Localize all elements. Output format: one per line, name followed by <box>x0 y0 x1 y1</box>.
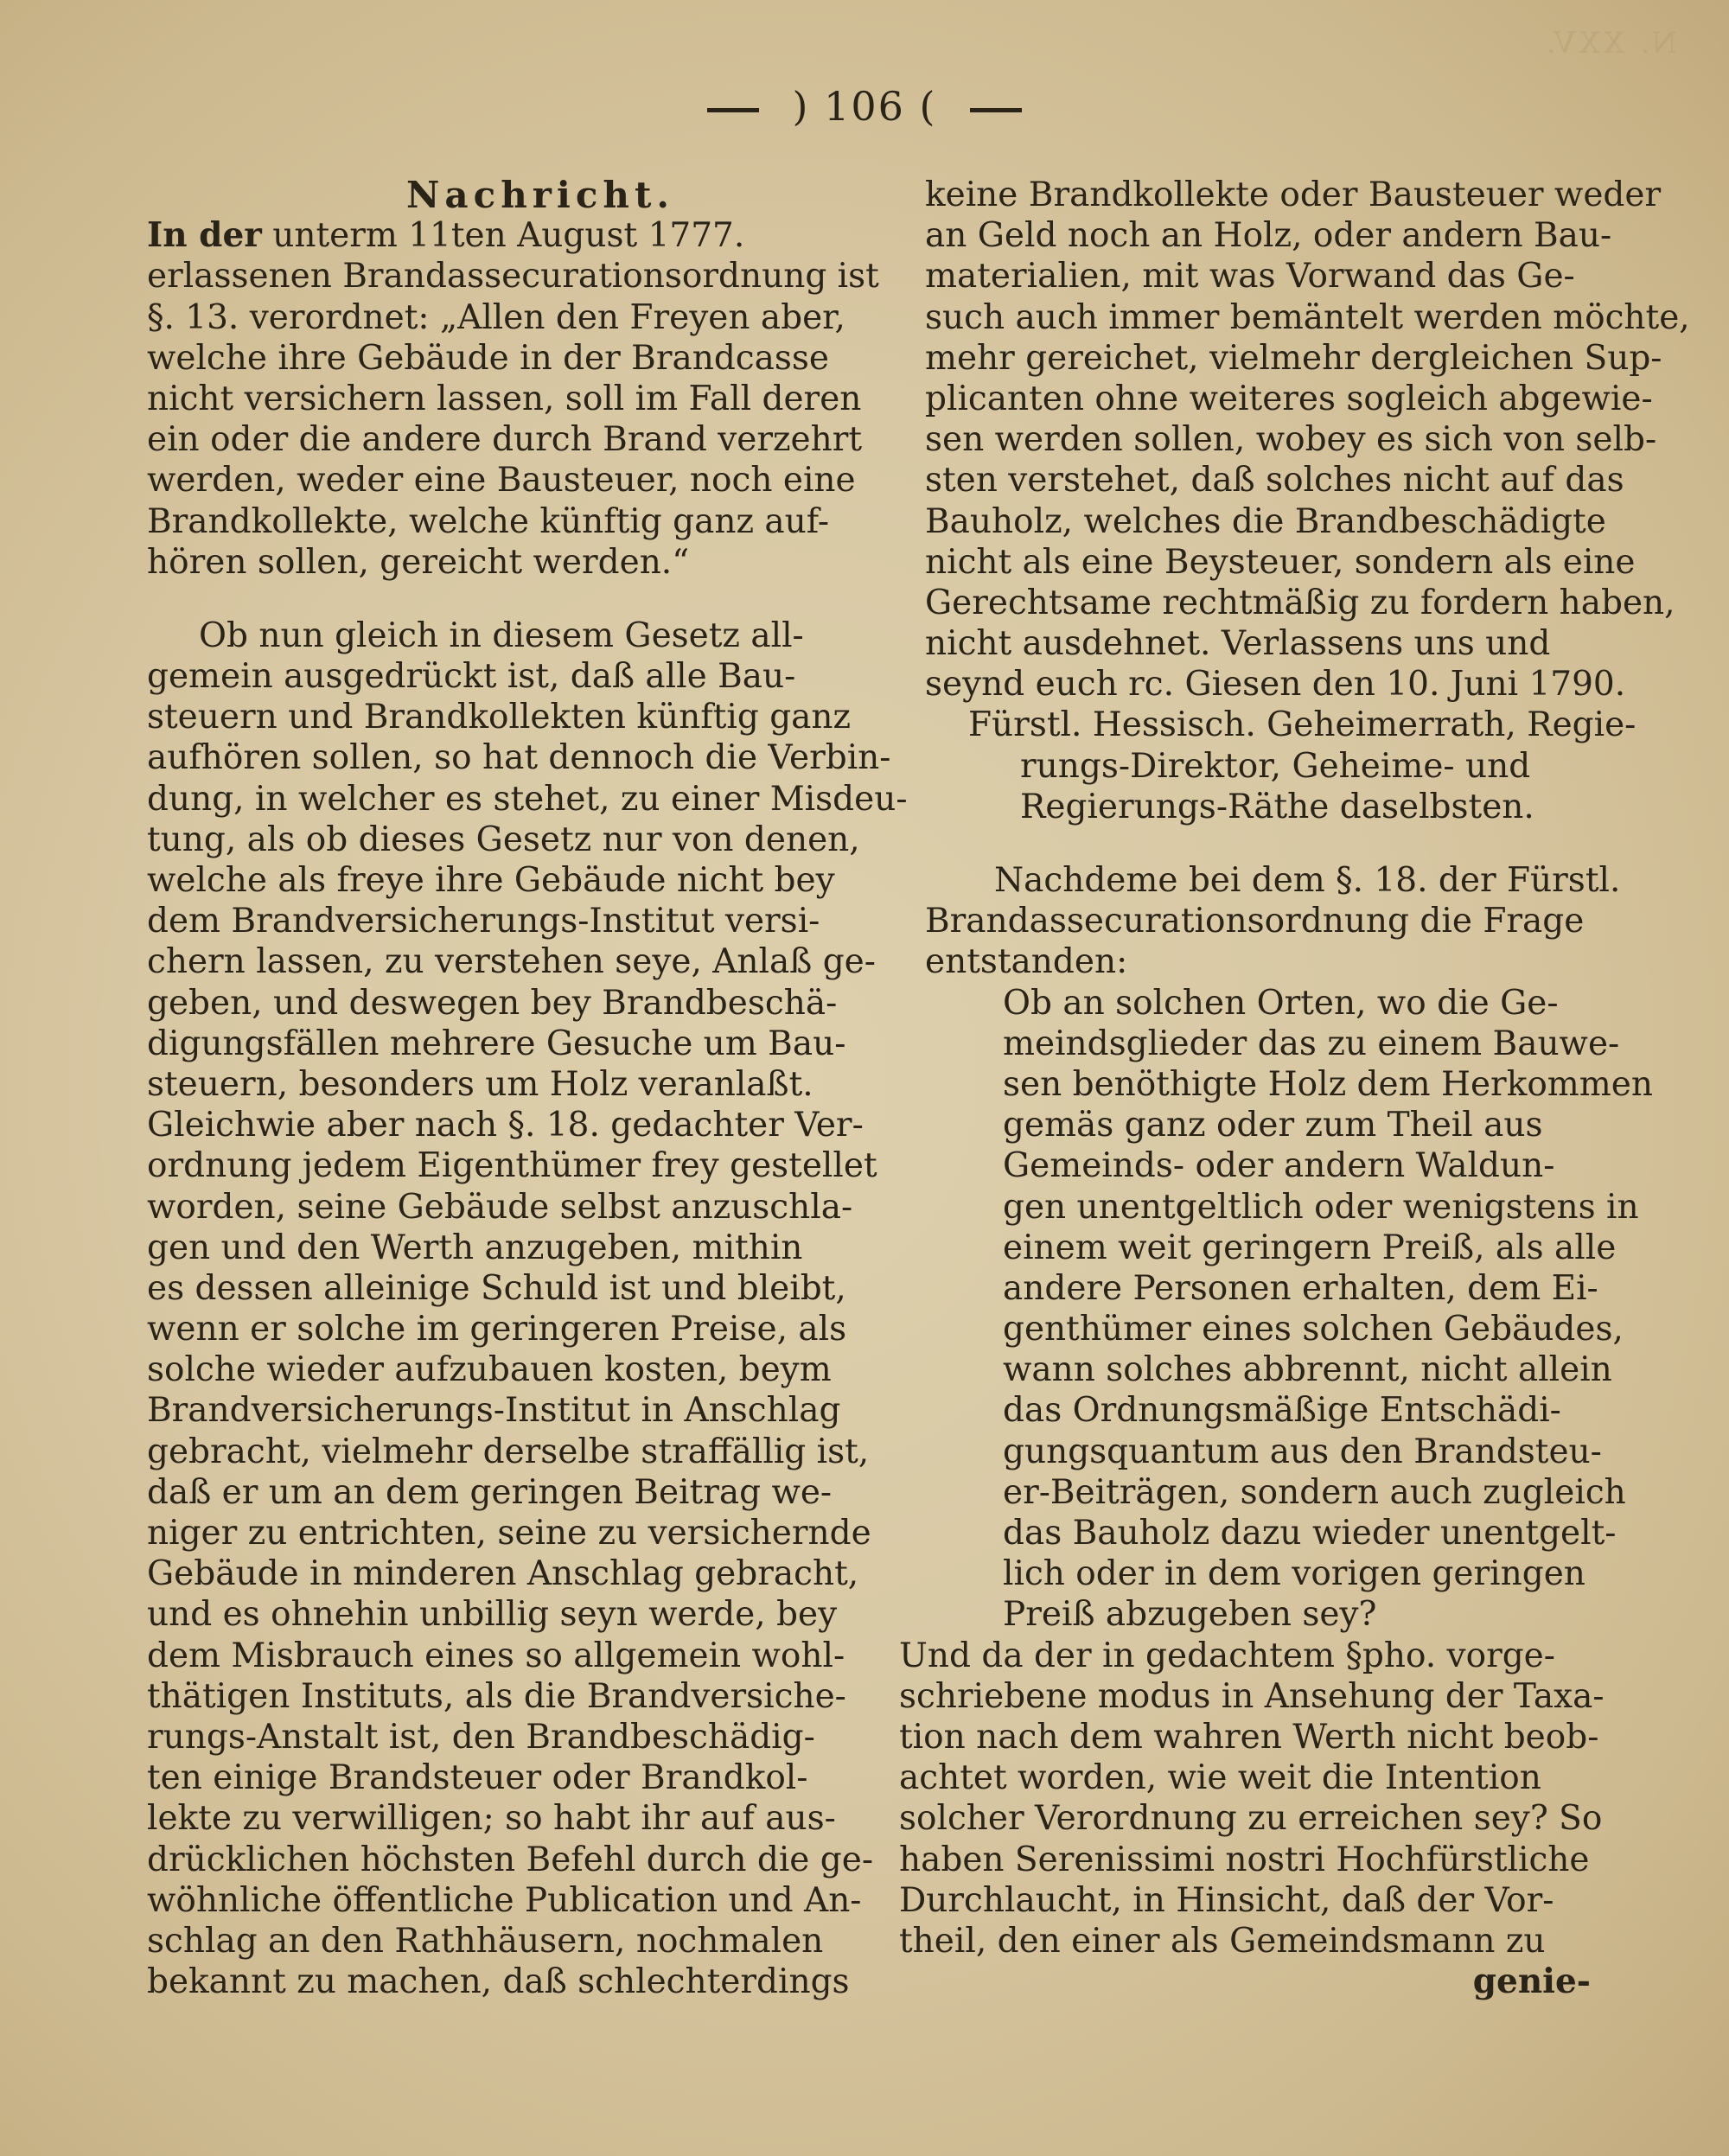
right-paragraph-3 <box>899 1636 1643 2003</box>
text-line: haben Serenissimi nostri Hochfürstliche <box>899 1840 1590 1879</box>
text-line: worden, seine Gebäude selbst anzuschla- <box>147 1187 853 1227</box>
text-line: rungs-Anstalt ist, den Brandbeschädig- <box>147 1717 815 1757</box>
text-line: geben, und deswegen bey Brandbeschä- <box>147 983 838 1023</box>
text-line: das Bauholz dazu wieder unentgelt- <box>1003 1514 1617 1553</box>
paragraph-lead: In der <box>147 215 262 256</box>
text-line: ein oder die andere durch Brand verzehrt <box>147 420 863 460</box>
text-line: tung, als ob dieses Gesetz nur von denen, <box>147 820 860 859</box>
text-line: mehr gereichet, vielmehr dergleichen Sup- <box>925 338 1662 378</box>
text-line: dem Brandversicherungs-Institut versi- <box>147 902 820 941</box>
text-line: erlassenen Brandassecurationsordnung ist <box>147 257 879 297</box>
text-line: drücklichen höchsten Befehl durch die ge- <box>147 1840 874 1879</box>
text-line: gungsquantum aus den Brandsteu- <box>1003 1432 1602 1471</box>
text-line: plicanten ohne weiteres sogleich abgewie- <box>925 379 1653 418</box>
signature-block <box>925 705 1643 827</box>
left-paragraph-1 <box>147 215 899 583</box>
text-line: sen werden sollen, wobey es sich von selb- <box>925 420 1657 460</box>
text-line: solcher Verordnung zu erreichen sey? So <box>899 1799 1603 1839</box>
text-line: hören sollen, gereicht werden.“ <box>147 542 690 582</box>
text-line: Brandversicherungs-Institut in Anschlag <box>147 1391 841 1431</box>
text-line: sen benöthigte Holz dem Herkommen <box>1003 1064 1653 1104</box>
text-line: schriebene modus in Ansehung der Taxa- <box>899 1676 1605 1716</box>
header-rule-left <box>707 108 759 112</box>
text-line: werden, weder eine Bausteuer, noch eine <box>147 461 856 501</box>
text-line: wann solches abbrennt, nicht allein <box>1003 1350 1612 1390</box>
page-number: ) 106 ( <box>792 83 937 130</box>
text-line: Bauholz, welches die Brandbeschädigte <box>925 501 1606 541</box>
text-line: solche wieder aufzubauen kosten, beym <box>147 1350 832 1390</box>
text-line: Preiß abzugeben sey? <box>1003 1595 1377 1635</box>
text-line: keine Brandkollekte oder Bausteuer weder <box>925 175 1662 214</box>
bleed-through-text: N. XXV. <box>1542 26 1677 61</box>
text-line: Durchlaucht, in Hinsicht, daß der Vor- <box>899 1880 1554 1920</box>
text-line: wöhnliche öffentliche Publication und An- <box>147 1880 862 1920</box>
text-line <box>147 215 899 256</box>
text-line: an Geld noch an Holz, oder andern Bau- <box>925 216 1612 256</box>
text-line: Nachdeme bei dem §. 18. der Fürstl. <box>994 861 1621 900</box>
text-line: meindsglieder das zu einem Bauwe- <box>1003 1024 1620 1063</box>
text-line: das Ordnungsmäßige Entschädi- <box>1003 1391 1561 1431</box>
text-line: digungsfällen mehrere Gesuche um Bau- <box>147 1024 846 1063</box>
signature-line: rungs-Direktor, Geheime- und <box>1020 746 1531 786</box>
text-line: ten einige Brandsteuer oder Brandkol- <box>147 1758 808 1798</box>
left-column <box>147 174 908 2002</box>
signature-line: Regierungs-Räthe daselbsten. <box>1020 787 1534 826</box>
text-line: bekannt zu machen, daß schlechterdings <box>147 1962 850 2002</box>
text-line: wenn er solche im geringeren Preise, als <box>147 1310 847 1349</box>
text-line: seynd euch rc. Giesen den 10. Juni 1790. <box>925 665 1626 705</box>
text-line: Und da der in gedachtem §pho. vorge- <box>899 1636 1555 1675</box>
text-line: Brandkollekte, welche künftig ganz auf- <box>147 501 830 541</box>
text-line: entstanden: <box>925 942 1128 982</box>
text-line: materialien, mit was Vorwand das Ge- <box>925 257 1575 297</box>
text-line: gen und den Werth anzugeben, mithin <box>147 1228 803 1267</box>
text-line: chern lassen, zu verstehen seye, Anlaß ge- <box>147 942 876 982</box>
text-line: achtet worden, wie weit die Intention <box>899 1758 1541 1798</box>
text-line: gemäs ganz oder zum Theil aus <box>1003 1106 1543 1145</box>
text-line: niger zu entrichten, seine zu versichernde <box>147 1514 871 1553</box>
text-line: gebracht, vielmehr derselbe straffällig ist, <box>147 1432 870 1471</box>
text-line: theil, den einer als Gemeindsmann zu <box>899 1921 1546 1961</box>
text-line: lekte zu verwilligen; so habt ihr auf aus- <box>147 1799 836 1839</box>
right-paragraph-1 <box>925 175 1690 705</box>
text-line: such auch immer bemäntelt werden möchte, <box>925 297 1690 337</box>
text-line: genthümer eines solchen Gebäudes, <box>1003 1310 1624 1349</box>
text-line: es dessen alleinige Schuld ist und bleibt, <box>147 1268 846 1308</box>
text-line: Gerechtsame rechtmäßig zu fordern haben, <box>925 583 1675 622</box>
text-line: steuern, besonders um Holz veranlaßt. <box>147 1064 813 1104</box>
question-block <box>1003 983 1653 1636</box>
text-line: nicht als eine Beysteuer, sondern als eine <box>925 542 1636 582</box>
text-line: tion nach dem wahren Werth nicht beob- <box>899 1717 1599 1757</box>
text-line: gemein ausgedrückt ist, daß alle Bau- <box>147 657 796 697</box>
text-line: dem Misbrauch eines so allgemein wohl- <box>147 1636 845 1675</box>
text-line: schlag an den Rathhäusern, nochmalen <box>147 1921 824 1961</box>
text-line: welche ihre Gebäude in der Brandcasse <box>147 338 830 378</box>
text-line: thätigen Instituts, als die Brandversiche- <box>147 1676 846 1716</box>
header-rule-right <box>970 108 1022 112</box>
text-line: daß er um an dem geringen Beitrag we- <box>147 1472 833 1512</box>
text-line: aufhören sollen, so hat dennoch die Verbin- <box>147 738 891 778</box>
signature-line: Fürstl. Hessisch. Geheimerrath, Regie- <box>968 705 1636 745</box>
text-line: dung, in welcher es stehet, zu einer Misdeu- <box>147 779 908 819</box>
page-header <box>0 83 1729 130</box>
text-line: Gebäude in minderen Anschlag gebracht, <box>147 1554 859 1594</box>
text-line: nicht ausdehnet. Verlassens uns und <box>925 624 1551 664</box>
paragraph-gap <box>147 583 899 616</box>
text-line: welche als freye ihre Gebäude nicht bey <box>147 861 835 900</box>
text-line: lich oder in dem vorigen geringen <box>1003 1554 1585 1594</box>
text-line: nicht versichern lassen, soll im Fall deren <box>147 379 862 418</box>
text-line: gen unentgeltlich oder wenigstens in <box>1003 1187 1639 1227</box>
text-line-content: unterm 11ten August 1777. <box>272 216 745 256</box>
text-line: Gleichwie aber nach §. 18. gedachter Ver- <box>147 1106 864 1145</box>
right-paragraph-2 <box>925 860 1643 983</box>
article-title: Nachricht. <box>406 174 674 216</box>
text-line: §. 13. verordnet: „Allen den Freyen aber, <box>147 297 845 337</box>
right-column <box>899 175 1690 2002</box>
text-line: andere Personen erhalten, dem Ei- <box>1003 1268 1598 1308</box>
text-line: Gemeinds- oder andern Waldun- <box>1003 1146 1555 1186</box>
text-line: und es ohnehin unbillig seyn werde, bey <box>147 1595 838 1635</box>
text-line: steuern und Brandkollekten künftig ganz <box>147 698 852 737</box>
text-line: er-Beiträgen, sondern auch zugleich <box>1003 1472 1626 1512</box>
text-line: ordnung jedem Eigenthümer frey gestellet <box>147 1146 877 1186</box>
text-line: Ob nun gleich in diesem Gesetz all- <box>199 616 804 655</box>
text-line: Ob an solchen Orten, wo die Ge- <box>1003 983 1559 1023</box>
left-paragraph-2 <box>147 616 908 2002</box>
text-line: einem weit geringern Preiß, als alle <box>1003 1228 1617 1267</box>
paragraph-gap <box>925 827 1643 860</box>
text-line: Brandassecurationsordnung die Frage <box>925 902 1585 941</box>
catchword: genie- <box>1472 1961 1591 2002</box>
text-line: sten verstehet, daß solches nicht auf das <box>925 461 1624 501</box>
